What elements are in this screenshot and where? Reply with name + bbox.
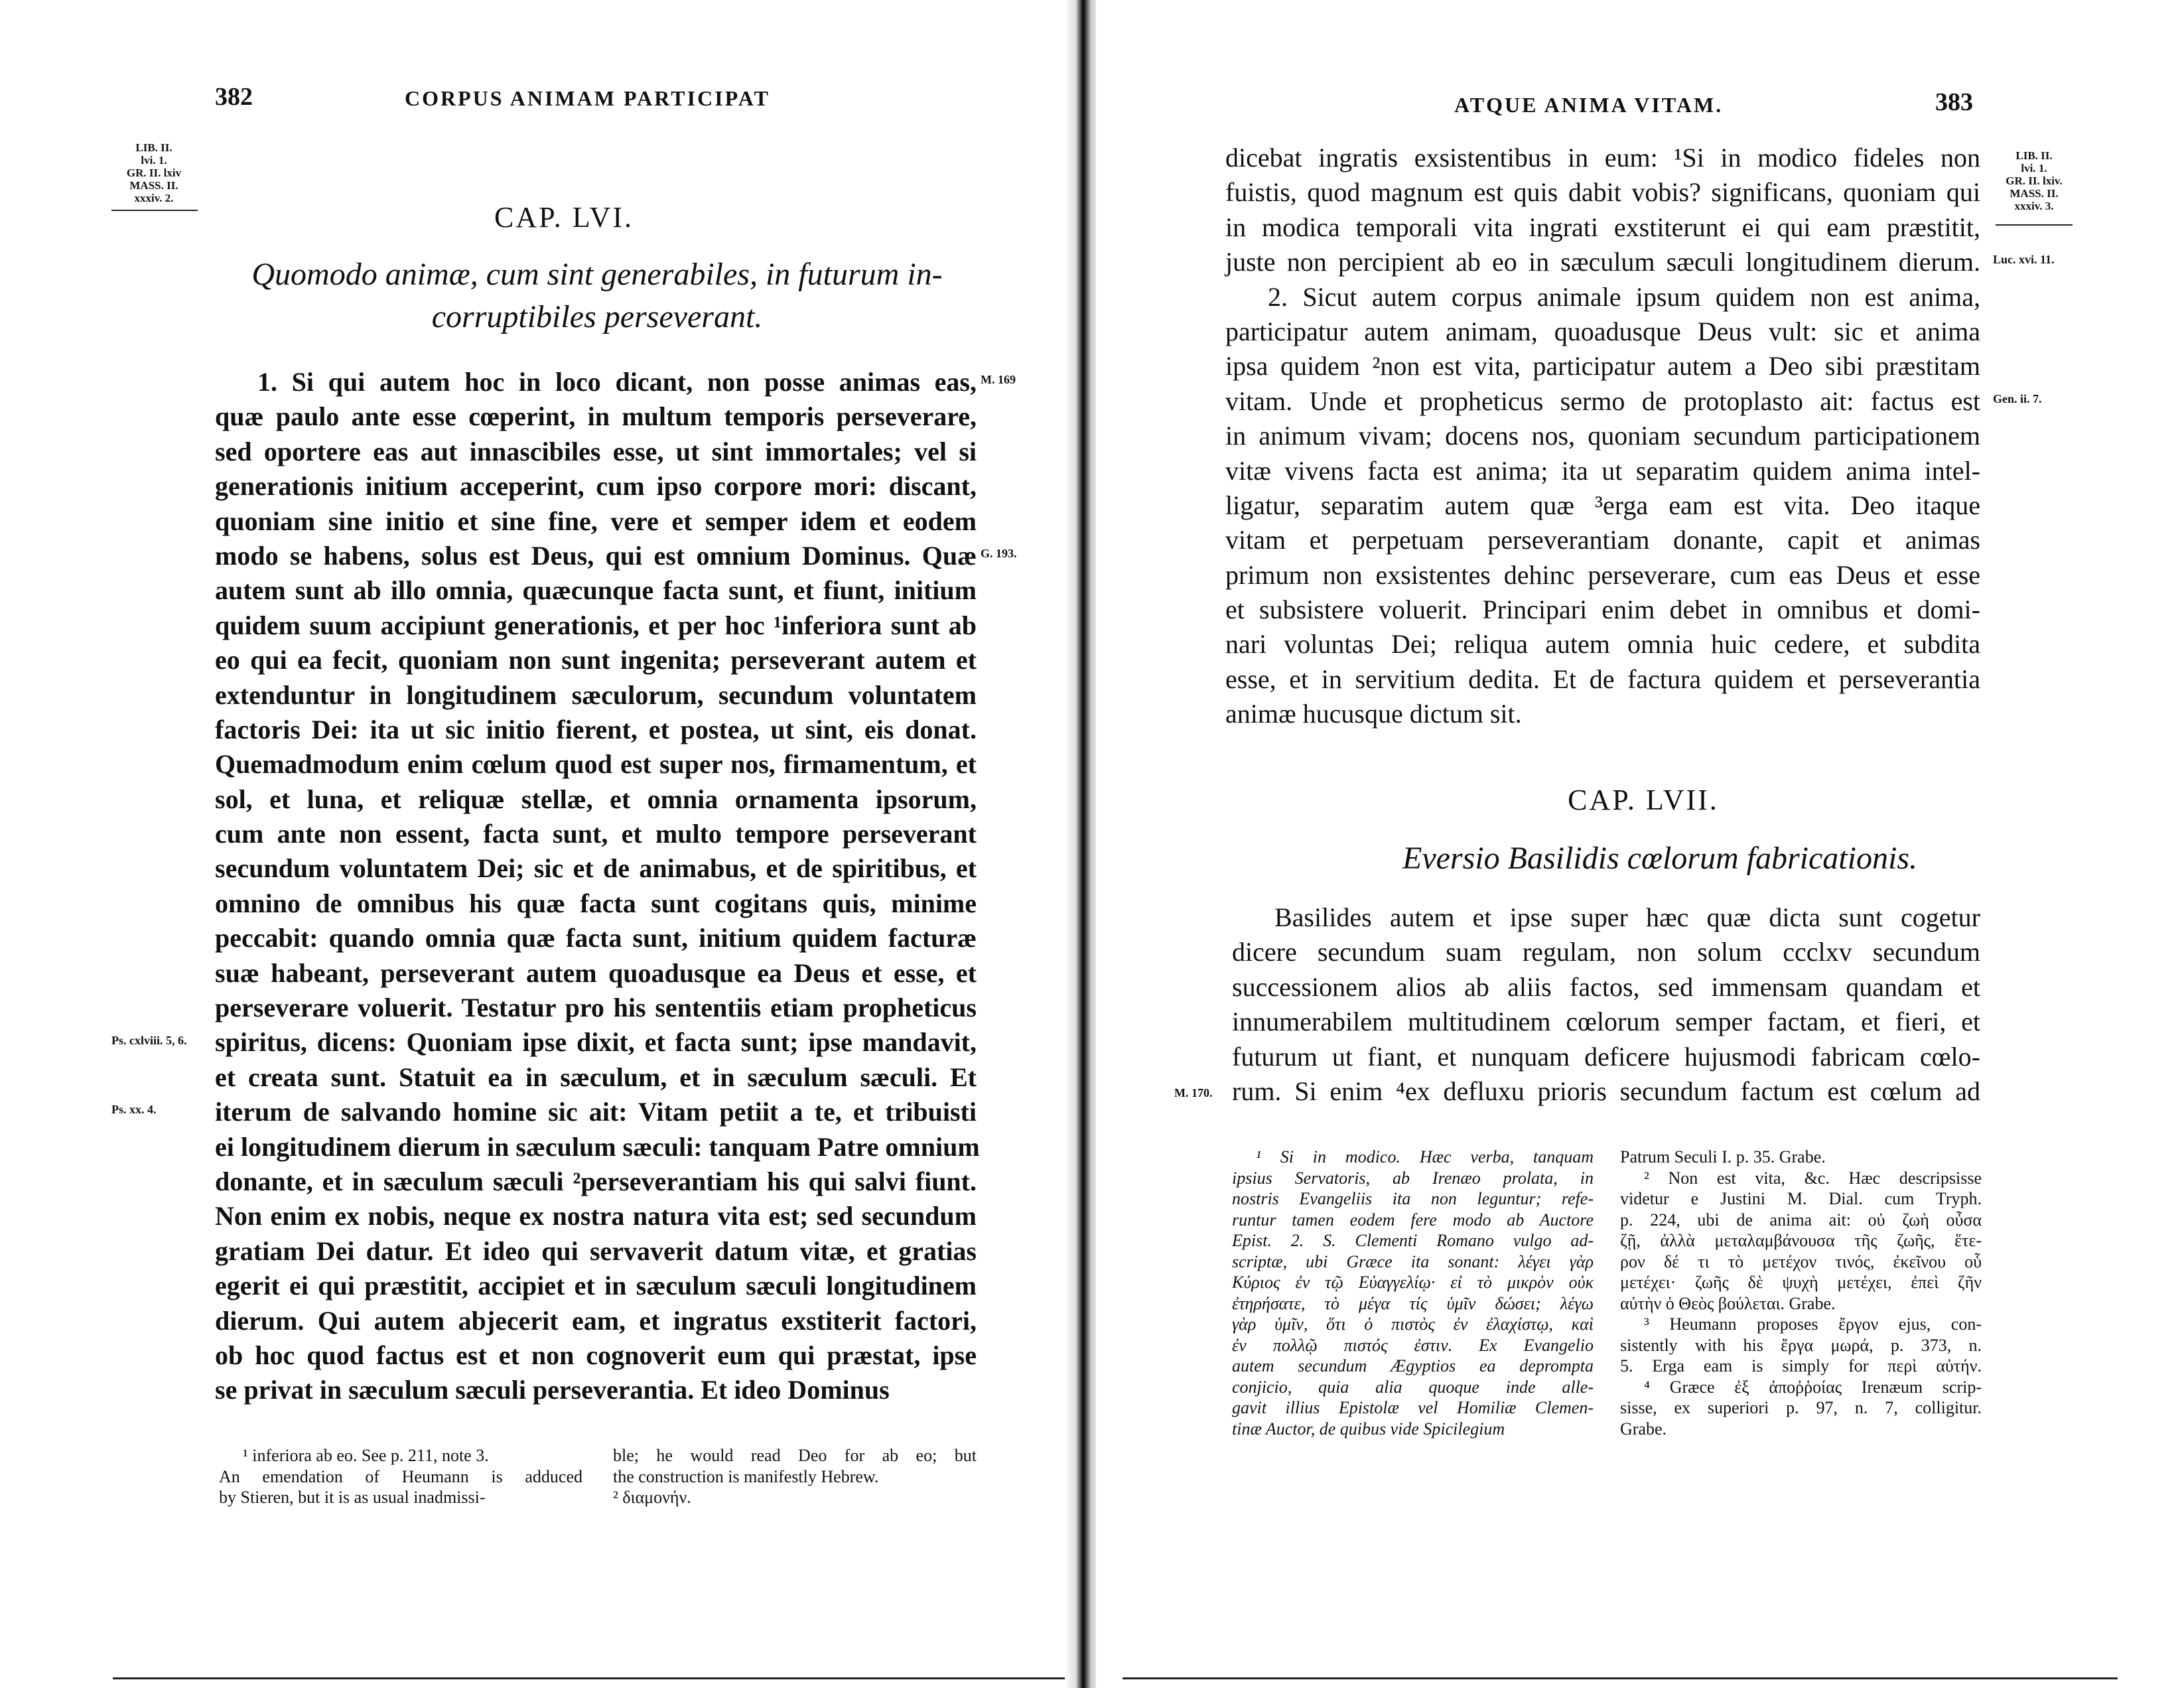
left-page	[0, 0, 1088, 1688]
margin-rule	[1996, 224, 2073, 226]
page-number: 382	[215, 83, 253, 111]
margin-reference-line: xxxiv. 3.	[2014, 200, 2054, 212]
margin-reference: Luc. xvi. 11.	[1993, 253, 2055, 267]
body-line: extenduntur in longitudinem sæculorum, secundum voluntatem	[215, 679, 977, 710]
footnote-line: ρον δέ τι τὸ μετέχον τινός, ἐκεῖνου οὗ	[1620, 1251, 1982, 1271]
body-line: et subsistere voluerit. Principari enim debet in omnibus et domi-	[1225, 595, 1980, 625]
margin-reference-line: lvi. 1.	[141, 154, 167, 167]
body-line: Quemadmodum enim cœlum quod est super nos, firmamentum, et	[215, 749, 977, 780]
body-line: vitam et perpetuam perseverantiam donante, capit et animas	[1225, 525, 1980, 555]
body-line: juste non percipient ab eo in sæculum sæculi longitudinem dierum.	[1225, 247, 1980, 277]
body-line: ligatur, separatim autem quæ ³erga eam est vita. Deo itaque	[1225, 490, 1980, 520]
margin-reference-top	[111, 141, 196, 204]
footnote-line: μετέχει· ζωῆς δὲ ψυχὴ μετέχει, ἐπεὶ ζῆν	[1620, 1273, 1982, 1292]
body-line: autem sunt ab illo omnia, quæcunque facta sunt, et fiunt, initium	[215, 575, 977, 606]
footnote-line: autem secundum Ægyptios ea deprompta	[1232, 1356, 1594, 1375]
footnote-line: videtur e Justini M. Dial. cum Tryph.	[1620, 1189, 1982, 1208]
body-line: suæ habeant, perseverant autem quoadusque ea Deus et esse, et	[215, 957, 977, 988]
body-text	[1225, 141, 1980, 732]
margin-reference-line: GR. II. lxiv.	[2006, 175, 2063, 187]
body-line: successionem alios ab aliis factos, sed immensam quandam et	[1232, 971, 1980, 1002]
running-head: ATQUE ANIMA VITAM.	[1454, 93, 1724, 117]
chapter-title: Eversio Basilidis cœlorum fabricationis.	[1402, 841, 1917, 876]
body-line: fuistis, quod magnum est quis dabit vobis? significans, quoniam qui	[1225, 177, 1980, 208]
margin-reference-line: xxxiv. 2.	[134, 192, 174, 204]
body-line: peccabit: quando omnia quæ facta sunt, initium quidem facturæ	[215, 923, 977, 953]
footnotes-column-1	[219, 1445, 582, 1508]
body-line: animæ hucusque dictum sit.	[1225, 699, 1522, 729]
footnote-line: 5. Erga eam is simply for περὶ αὐτήν.	[1620, 1356, 1982, 1375]
body-line: rum. Si enim ⁴ex defluxu prioris secundum factum est cœlum ad	[1232, 1076, 1980, 1106]
margin-reference-line: MASS. II.	[2010, 187, 2059, 200]
body-text	[215, 365, 980, 1408]
page-edge-rule	[1123, 1677, 2118, 1679]
body-line: eo qui ea fecit, quoniam non sunt ingenita; perseverant autem et	[215, 645, 977, 675]
body-line: nari voluntas Dei; reliqua autem omnia huic cedere, et subdita	[1225, 629, 1980, 660]
body-line: participatur autem animam, quoadusque Deus vult: sic et anima	[1225, 316, 1980, 346]
body-line: vitam. Unde et propheticus sermo de protoplasto ait: factus est	[1225, 386, 1980, 416]
margin-reference: G. 193.	[981, 547, 1017, 560]
margin-reference-top	[1992, 149, 2077, 212]
margin-reference-line: LIB. II.	[135, 141, 172, 154]
footnote-line: ζῇ, ἀλλὰ μεταλαμβάνουσα τῆς ζωῆς, ἕτε-	[1620, 1231, 1982, 1250]
footnote-line: ¹ inferiora ab eo. See p. 211, note 3.	[243, 1446, 489, 1465]
body-line: egerit ei qui præstitit, accipiet et in sæculum sæculi longitudinem	[215, 1271, 977, 1301]
footnote-line: γὰρ ὑμῖν, ὅτι ὁ πιστὸς ἐν ἐλαχίστῳ, καὶ	[1232, 1314, 1594, 1334]
body-line: generationis initium acceperint, cum ipso corpore mori: discant,	[215, 471, 977, 502]
margin-reference: M. 169	[981, 373, 1016, 386]
margin-reference: M. 170.	[1174, 1086, 1213, 1099]
body-line: et creata sunt. Statuit ea in sæculum, et in sæculum sæculi. Et	[215, 1062, 977, 1092]
chapter-title	[199, 253, 995, 338]
footnotes-column-2	[1620, 1147, 1982, 1439]
footnote-line: ³ Heumann proposes ἔργον ejus, con-	[1644, 1314, 1982, 1334]
margin-reference: Gen. ii. 7.	[1993, 391, 2042, 405]
chapter-heading: CAP. LVI.	[494, 201, 634, 234]
margin-reference-line: GR. II. lxiv	[126, 167, 182, 179]
footnote-line: ἐν πολλῷ πιστός ἐστιν. Ex Evangelio	[1232, 1335, 1594, 1355]
footnotes-column-1	[1232, 1147, 1594, 1439]
footnote-line: ble; he would read Deo for ab eo; but	[613, 1446, 977, 1465]
body-line: dicebat ingratis exsistentibus in eum: ¹Si in modico fideles non	[1225, 143, 1980, 173]
chapter-heading: CAP. LVII.	[1568, 784, 1719, 816]
footnote-line: sistently with his ἔργα μωρά, p. 373, n.	[1620, 1335, 1982, 1355]
body-line: in modica temporali vita ingrati exstiterunt ei qui eam præstitit,	[1225, 212, 1980, 242]
body-line: Basilides autem et ipse super hæc quæ dicta sunt cogetur	[1274, 902, 1980, 932]
body-line: innumerabilem multitudinem cœlorum semper factam, et fieri, et	[1232, 1007, 1980, 1037]
margin-reference: Ps. cxlviii. 5, 6.	[111, 1033, 187, 1047]
body-line: iterum de salvando homine sic ait: Vitam petiit a te, et tribuisti	[215, 1097, 977, 1127]
body-line: factoris Dei: ita ut sic initio fierent, et postea, ut sint, eis donat.	[215, 714, 977, 744]
footnote-line: ¹ Si in modico. Hæc verba, tanquam	[1256, 1147, 1594, 1166]
footnote-line: ² διαμονήν.	[613, 1488, 691, 1507]
footnote-line: conjicio, quia alia quoque inde alle-	[1232, 1377, 1594, 1397]
footnote-line: the construction is manifestly Hebrew.	[613, 1466, 879, 1486]
footnote-line: Patrum Seculi I. p. 35. Grabe.	[1620, 1147, 1826, 1166]
body-line: 2. Sicut autem corpus animale ipsum quidem non est anima,	[1268, 281, 1980, 312]
body-line: esse, et in servitium dedita. Et de factura quidem et perseverantia	[1225, 664, 1980, 694]
footnote-line: Epist. 2. S. Clementi Romano vulgo ad-	[1232, 1231, 1594, 1250]
footnote-line: ἐτηρήσατε, τὸ μέγα τίς ὑμῖν δώσει; λέγω	[1232, 1293, 1594, 1313]
footnote-line: tinæ Auctor, de quibus vide Spicilegium	[1232, 1419, 1505, 1439]
page-edge-rule	[113, 1677, 1068, 1679]
footnotes-column-2	[613, 1445, 977, 1508]
margin-reference-line: MASS. II.	[129, 179, 178, 192]
body-line: ei longitudinem dierum in sæculum sæculi: tanquam Patre omnium	[215, 1131, 980, 1162]
body-line: 1. Si qui autem hoc in loco dicant, non posse animas eas,	[257, 367, 977, 397]
body-line: quoniam sine initio et sine fine, vere et semper idem et eodem	[215, 506, 977, 536]
body-line: ipsa quidem ²non est vita, participatur autem a Deo sibi præstitam	[1225, 351, 1980, 382]
footnote-line: gavit illius Epistolæ vel Homiliæ Clemen-	[1232, 1398, 1594, 1417]
body-line: modo se habens, solus est Deus, qui est omnium Dominus. Quæ	[215, 540, 977, 571]
margin-reference: Ps. xx. 4.	[111, 1103, 157, 1117]
footnote-line: p. 224, ubi de anima ait: οὐ ζωὴ οὖσα	[1620, 1210, 1982, 1230]
footnote-line: runtur tamen eodem fere modo ab Auctore	[1232, 1210, 1594, 1230]
chapter-title-line: Quomodo animæ, cum sint generabiles, in futurum in-	[251, 257, 943, 292]
footnote-line: Κύριος ἐν τῷ Εὐαγγελίῳ· εἰ τὸ μικρὸν οὐκ	[1232, 1273, 1594, 1292]
body-line: dierum. Qui autem abjecerit eam, et ingratus exstiterit factori,	[215, 1305, 977, 1336]
body-line: ob hoc quod factus est et non cognoverit eum qui præstat, ipse	[215, 1340, 977, 1370]
footnote-line: by Stieren, but it is as usual inadmissi-	[219, 1488, 486, 1507]
body-line: Non enim ex nobis, neque ex nostra natura vita est; sed secundum	[215, 1201, 977, 1231]
body-line: vitæ vivens facta est anima; ita ut separatim quidem anima intel-	[1225, 455, 1980, 486]
body-line: se privat in sæculum sæculi perseverantia. Et ideo Dominus	[215, 1375, 890, 1405]
body-line: perseverare voluerit. Testatur pro his sententiis etiam propheticus	[215, 993, 977, 1023]
footnote-line: Grabe.	[1620, 1419, 1667, 1439]
body-line: sed oportere eas aut innascibiles esse, ut sint immortales; vel si	[215, 436, 977, 466]
body-line: futurum ut fiant, et nunquam deficere hujusmodi fabricam cœlo-	[1232, 1041, 1980, 1072]
margin-reference-line: lvi. 1.	[2021, 162, 2047, 175]
footnote-line: sisse, ex superiori p. 97, n. 7, colligitur.	[1620, 1398, 1982, 1417]
body-text	[1232, 900, 1980, 1109]
body-line: omnino de omnibus his quæ facta sunt cogitans quis, minime	[215, 888, 977, 918]
body-line: quæ paulo ante esse cœperint, in multum temporis perseverare,	[215, 401, 977, 432]
body-line: sol, et luna, et reliquæ stellæ, et omnia ornamenta ipsorum,	[215, 784, 977, 814]
body-line: gratiam Dei datur. Et ideo qui servaverit datum vitæ, et gratias	[215, 1235, 977, 1266]
footnote-line: ipsius Servatoris, ab Irenæo prolata, in	[1232, 1168, 1594, 1188]
footnote-line: ² Non est vita, &c. Hæc descripsisse	[1644, 1168, 1982, 1188]
body-line: donante, et in sæculum sæculi ²perseverantiam his qui salvi fiunt.	[215, 1166, 977, 1196]
footnote-line: ⁴ Græce ἐξ ἀποῤῥοίας Irenæum scrip-	[1644, 1377, 1982, 1397]
body-line: primum non exsistentes dehinc perseverare, cum eas Deus et esse	[1225, 559, 1980, 590]
chapter-title-line: corruptibiles perseverant.	[431, 299, 763, 334]
body-line: dicere secundum suam regulam, non solum ccclxv secundum	[1232, 937, 1980, 967]
body-line: in animum vivam; docens nos, quoniam secundum participationem	[1225, 421, 1980, 451]
footnote-line: nostris Evangeliis ita non leguntur; refe-	[1232, 1189, 1594, 1208]
footnote-line: αὐτὴν ὁ Θεὸς βούλεται. Grabe.	[1620, 1293, 1836, 1313]
footnote-line: An emendation of Heumann is adduced	[219, 1466, 582, 1486]
body-line: spiritus, dicens: Quoniam ipse dixit, et facta sunt; ipse mandavit,	[215, 1027, 977, 1058]
body-line: quidem suum accipiunt generationis, et per hoc ¹inferiora sunt ab	[215, 610, 977, 640]
footnote-line: scriptæ, ubi Græce ita sonant: λέγει γὰρ	[1232, 1251, 1594, 1271]
margin-reference-line: LIB. II.	[2015, 149, 2053, 162]
right-page	[1096, 0, 2184, 1688]
body-line: secundum voluntatem Dei; sic et de animabus, et de spiritibus, et	[215, 853, 977, 884]
running-head: CORPUS ANIMAM PARTICIPAT	[405, 86, 770, 110]
page-number: 383	[1935, 88, 1973, 116]
body-line: cum ante non essent, facta sunt, et multo tempore perseverant	[215, 819, 977, 849]
